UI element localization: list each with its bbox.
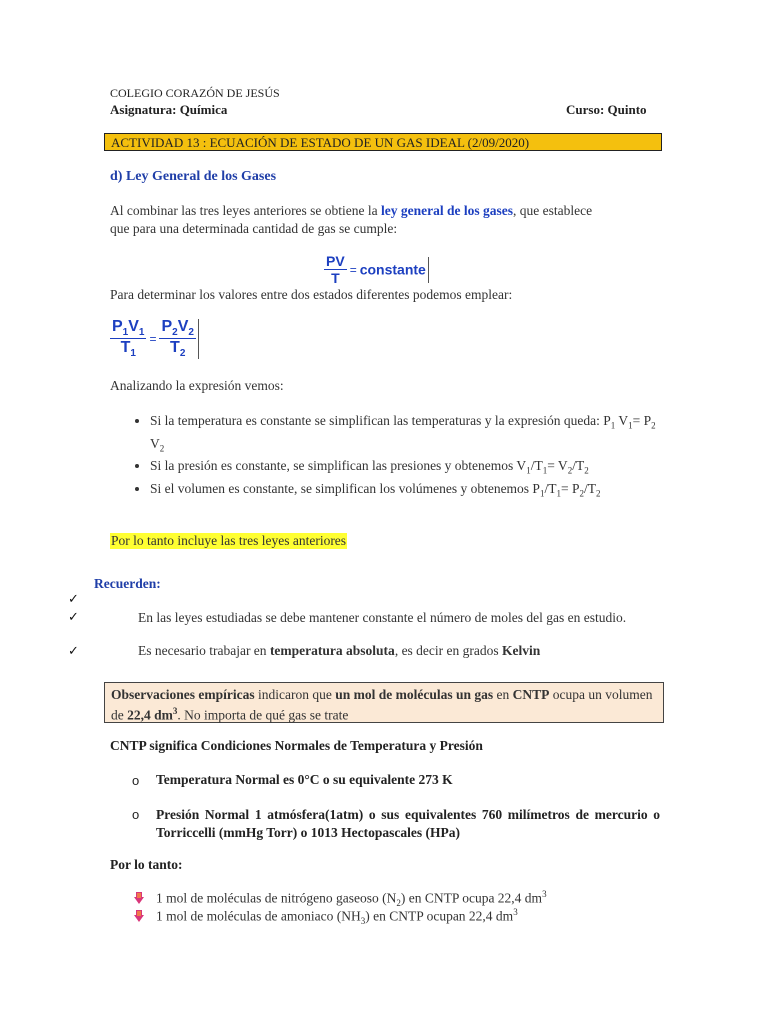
normal-temperature: Temperatura Normal es 0°C o su equivalente 273 K xyxy=(156,772,453,787)
text-cursor-2 xyxy=(198,319,199,359)
list-item: • Si la presión es constante, se simplifican las presiones y obtenemos $V_1/T_1= V_2/T_2$ xyxy=(150,457,660,480)
list-item: • Si el volumen es constante, se simplifican los volúmenes y obtenemos $P_1/T_1= P_2/T_2$ xyxy=(150,480,660,503)
therefore-title: Por lo tanto: xyxy=(110,857,183,872)
cntp-title: CNTP significa Condiciones Normales de Temperatura y Presión xyxy=(110,738,483,753)
section-title: d) Ley General de los Gases xyxy=(110,169,277,184)
formula2-right: $\frac{P_2V_2}{T_2}$ xyxy=(161,318,194,360)
activity-title: ACTIVIDAD 13 : ECUACIÓN DE ESTADO DE UN GAS IDEAL (2/09/2020) xyxy=(104,133,662,151)
check-icon: ✓ xyxy=(68,643,79,658)
remember-title: Recuerden: xyxy=(94,576,161,591)
observation-box: Observaciones empíricas indicaron que un mol de moléculas un gas en CNTP ocupa un volumen de 22,4 $dm^3$. No importa de qué gas se trate xyxy=(104,682,664,723)
circle-bullet-icon: o xyxy=(132,807,140,822)
remember-item-kelvin: Es necesario trabajar en temperatura absoluta, es decir en grados Kelvin xyxy=(138,643,541,658)
intro-text-2: , que establece que para una determinada cantidad de gas se cumple: xyxy=(110,203,593,236)
conclusion-highlight: Por lo tanto incluye las tres leyes anteriores xyxy=(111,533,347,548)
example-ammonia: 1 mol de moléculas de amoniaco $(NH_3)$ en CNTP ocupan 22,4 $dm^3$ xyxy=(156,907,518,927)
example-nitrogen: 1 mol de moléculas de nitrógeno gaseoso $(N_2)$ en CNTP ocupa 22,4 $dm^3$ xyxy=(156,889,547,909)
analysis-list xyxy=(130,412,660,503)
intro-text-1: Al combinar las tres leyes anteriores se obtiene la xyxy=(110,203,382,218)
circle-bullet-icon: o xyxy=(132,773,140,788)
normal-pressure: Presión Normal 1 atmósfera(1atm) o sus equivalentes 760 milímetros de mercurio o Torriccelli (mmHg Torr) o 1013 Hectopascales (HPa) xyxy=(156,807,660,840)
arrow-bullet-icon xyxy=(134,910,144,922)
two-states-text: Para determinar los valores entre dos estados diferentes podemos emplear: xyxy=(110,287,513,302)
formula1-denominator: T xyxy=(331,270,340,286)
course-label: Curso: Quinto xyxy=(566,102,647,117)
check-icon: ✓ xyxy=(68,591,79,606)
subject-label: Asignatura: Química xyxy=(110,102,228,117)
formula2-equals: = xyxy=(149,331,157,346)
text-cursor xyxy=(428,257,429,283)
formula1-constant: constante xyxy=(359,261,426,278)
formula1-equals: = xyxy=(349,262,357,277)
analysis-text: Analizando la expresión vemos: xyxy=(110,378,284,393)
formula2-left: $\frac{P_1V_1}{T_1}$ xyxy=(112,318,145,360)
intro-highlight: ley general de los gases xyxy=(381,203,514,218)
school-name: COLEGIO CORAZÓN DE JESÚS xyxy=(110,86,280,100)
intro-paragraph xyxy=(110,202,610,238)
remember-item-moles: En las leyes estudiadas se debe mantener constante el número de moles del gas en estudio. xyxy=(138,610,627,625)
arrow-bullet-icon xyxy=(134,892,144,904)
formula-general-law xyxy=(324,253,429,286)
formula1-numerator: PV xyxy=(326,253,345,269)
formula1-fraction xyxy=(324,253,347,286)
formula-two-states xyxy=(110,318,199,359)
list-item: • Si la temperatura es constante se simplifican las temperaturas y la expresión queda: $P_1$ $V_1= P_2$ $V_2$ xyxy=(150,412,660,457)
check-icon: ✓ xyxy=(68,609,79,624)
